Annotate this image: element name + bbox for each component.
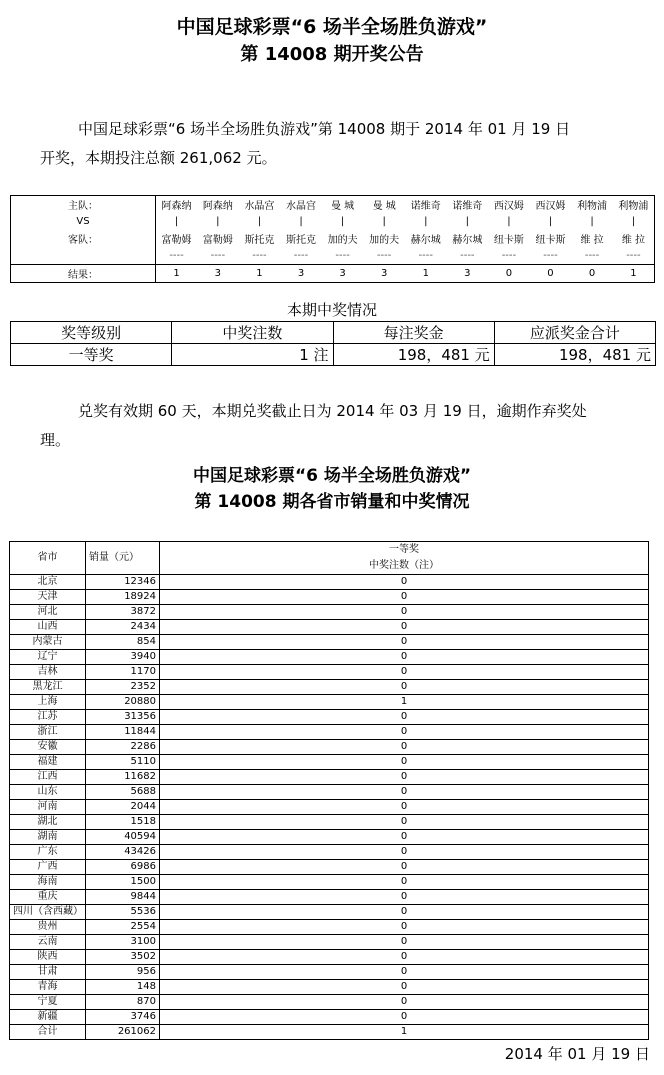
sales-amount: 11844 <box>86 725 160 740</box>
match-home-team: 诺维奇 <box>410 201 441 212</box>
match-result: 3 <box>197 265 239 283</box>
sales-prize-count: 0 <box>160 1010 649 1025</box>
sales-province: 上海 <box>10 695 86 710</box>
match-separator: ---- <box>626 250 641 261</box>
sales-province: 陕西 <box>10 950 86 965</box>
sales-row <box>10 590 649 605</box>
match-table <box>10 195 655 283</box>
sales-row <box>10 725 649 740</box>
intro-line2: 开奖，本期投注总额 261,062 元。 <box>40 149 277 167</box>
match-result: 1 <box>405 265 447 283</box>
sales-province: 湖南 <box>10 830 86 845</box>
announcement-title: 中国足球彩票“6 场半全场胜负游戏” <box>176 16 488 38</box>
sales-row <box>10 605 649 620</box>
sales-subtitle: 第 14008 期各省市销量和中奖情况 <box>194 492 470 512</box>
match-result: 0 <box>488 265 530 283</box>
sales-province: 湖北 <box>10 815 86 830</box>
match-vs-mark: | <box>465 216 470 227</box>
prize-header: 应派奖金合计 <box>494 322 655 344</box>
match-vs-mark: | <box>382 216 386 227</box>
announcement-date: 2014 年 01 月 19 日 <box>504 1045 650 1063</box>
match-home-team: 利物浦 <box>618 201 649 212</box>
match-vs-mark: | <box>590 216 594 227</box>
sales-prize-count: 0 <box>160 590 649 605</box>
match-home-team: 阿森纳 <box>161 201 192 212</box>
announcement-subtitle: 第 14008 期开奖公告 <box>240 44 424 65</box>
sales-prize-count: 0 <box>160 950 649 965</box>
sales-row <box>10 815 649 830</box>
match-separator: ---- <box>210 250 226 261</box>
sales-province: 辽宁 <box>10 650 86 665</box>
prize-header: 奖等级别 <box>11 322 172 344</box>
sales-amount: 2434 <box>86 620 160 635</box>
sales-province: 甘肃 <box>10 965 86 980</box>
sales-prize-count: 0 <box>160 635 649 650</box>
sales-row <box>10 860 649 875</box>
notice-line2: 理。 <box>40 431 71 449</box>
sales-amount: 11682 <box>86 770 160 785</box>
match-separator: ---- <box>169 250 184 261</box>
sales-header-prize-count: 中奖注数（注） <box>160 558 649 575</box>
match-separator: ---- <box>335 250 350 261</box>
match-away-team: 富勒姆 <box>202 235 233 246</box>
prize-caption: 本期中奖情况 <box>286 301 377 319</box>
sales-prize-count: 0 <box>160 770 649 785</box>
sales-amount: 5536 <box>86 905 160 920</box>
match-vs-mark: | <box>340 216 345 227</box>
sales-prize-count: 0 <box>160 920 649 935</box>
prize-cell: 198，481 元 <box>333 344 494 366</box>
sales-province: 广西 <box>10 860 86 875</box>
sales-province: 山东 <box>10 785 86 800</box>
sales-province: 广东 <box>10 845 86 860</box>
match-away-team: 赫尔城 <box>410 235 441 246</box>
sales-province: 山西 <box>10 620 86 635</box>
sales-amount: 18924 <box>86 590 160 605</box>
sales-amount: 3100 <box>86 935 160 950</box>
sales-province: 安徽 <box>10 740 86 755</box>
sales-amount: 43426 <box>86 845 160 860</box>
match-row-res <box>11 265 655 283</box>
match-separator: ---- <box>293 250 309 261</box>
sales-row <box>10 695 649 710</box>
sales-row <box>10 575 649 590</box>
match-home-team: 诺维奇 <box>452 201 483 212</box>
sales-row <box>10 965 649 980</box>
match-row-home <box>11 196 655 214</box>
match-vs-mark: | <box>257 216 262 227</box>
match-label-vs: VS <box>11 213 156 230</box>
prize-row <box>11 344 656 366</box>
sales-row <box>10 845 649 860</box>
sales-row <box>10 1010 649 1025</box>
sales-title: 中国足球彩票“6 场半全场胜负游戏” <box>192 466 472 486</box>
match-label-res: 结果： <box>11 265 156 283</box>
match-result: 0 <box>571 265 613 283</box>
sales-amount: 1518 <box>86 815 160 830</box>
match-away-team: 赫尔城 <box>452 235 483 246</box>
sales-amount: 3746 <box>86 1010 160 1025</box>
prize-cell: 一等奖 <box>11 344 172 366</box>
match-vs-mark: | <box>299 216 303 227</box>
match-row-vs <box>11 213 655 230</box>
match-home-team: 阿森纳 <box>202 201 233 212</box>
sales-row <box>10 650 649 665</box>
sales-prize-count: 0 <box>160 740 649 755</box>
sales-amount: 2286 <box>86 740 160 755</box>
sales-amount: 148 <box>86 980 160 995</box>
sales-row <box>10 740 649 755</box>
match-home-team: 西汉姆 <box>535 201 566 212</box>
intro-paragraph <box>40 115 652 173</box>
match-vs-mark: | <box>548 216 553 227</box>
match-separator: ---- <box>501 250 517 261</box>
sales-province: 天津 <box>10 590 86 605</box>
sales-row <box>10 980 649 995</box>
sales-header-sales: 销量（元） <box>86 542 160 575</box>
sales-prize-count: 1 <box>160 695 649 710</box>
sales-amount: 1500 <box>86 875 160 890</box>
sales-row <box>10 830 649 845</box>
sales-prize-count: 0 <box>160 725 649 740</box>
sales-row <box>10 995 649 1010</box>
match-away-team: 斯托克 <box>286 235 317 246</box>
sales-amount: 9844 <box>86 890 160 905</box>
prize-header: 每注奖金 <box>333 322 494 344</box>
sales-prize-count: 0 <box>160 995 649 1010</box>
match-separator: ---- <box>543 250 558 261</box>
match-result: 1 <box>239 265 281 283</box>
match-result: 1 <box>156 265 198 283</box>
sales-amount: 854 <box>86 635 160 650</box>
sales-prize-count: 0 <box>160 575 649 590</box>
sales-prize-count: 0 <box>160 605 649 620</box>
sales-province: 合计 <box>10 1025 86 1040</box>
sales-prize-count: 0 <box>160 845 649 860</box>
sales-prize-count: 0 <box>160 980 649 995</box>
sales-header-prize-level: 一等奖 <box>160 542 649 559</box>
sales-prize-count: 0 <box>160 965 649 980</box>
sales-amount: 261062 <box>86 1025 160 1040</box>
sales-province: 黑龙江 <box>10 680 86 695</box>
sales-amount: 6986 <box>86 860 160 875</box>
sales-province: 吉林 <box>10 665 86 680</box>
sales-row <box>10 905 649 920</box>
sales-province: 新疆 <box>10 1010 86 1025</box>
sales-header-province: 省市 <box>10 542 86 575</box>
sales-province: 江苏 <box>10 710 86 725</box>
sales-amount: 12346 <box>86 575 160 590</box>
sales-prize-count: 0 <box>160 650 649 665</box>
sales-province: 北京 <box>10 575 86 590</box>
sales-province: 浙江 <box>10 725 86 740</box>
sales-province: 云南 <box>10 935 86 950</box>
match-home-team: 水晶宫 <box>244 201 275 212</box>
match-away-team: 富勒姆 <box>161 235 192 246</box>
sales-prize-count: 1 <box>160 1025 649 1040</box>
match-home-team: 曼 城 <box>331 201 355 212</box>
match-vs-mark: | <box>507 216 511 227</box>
sales-amount: 2044 <box>86 800 160 815</box>
sales-prize-count: 0 <box>160 935 649 950</box>
match-home-team: 曼 城 <box>372 201 396 212</box>
match-separator: ---- <box>376 250 392 261</box>
match-label-sep <box>11 247 156 265</box>
sales-amount: 2554 <box>86 920 160 935</box>
sales-province: 海南 <box>10 875 86 890</box>
sales-prize-count: 0 <box>160 860 649 875</box>
sales-province: 河南 <box>10 800 86 815</box>
sales-province: 江西 <box>10 770 86 785</box>
match-home-team: 水晶宫 <box>286 201 317 212</box>
match-label-home: 主队： <box>11 196 156 214</box>
sales-row <box>10 800 649 815</box>
sales-amount: 20880 <box>86 695 160 710</box>
sales-row <box>10 665 649 680</box>
sales-amount: 31356 <box>86 710 160 725</box>
match-row-away <box>11 230 655 247</box>
sales-amount: 40594 <box>86 830 160 845</box>
match-home-team: 西汉姆 <box>493 201 524 212</box>
match-result: 3 <box>280 265 322 283</box>
sales-amount: 5688 <box>86 785 160 800</box>
sales-amount: 2352 <box>86 680 160 695</box>
match-away-team: 维 拉 <box>621 235 646 246</box>
match-away-team: 纽卡斯 <box>493 235 524 246</box>
match-result: 0 <box>530 265 572 283</box>
sales-amount: 5110 <box>86 755 160 770</box>
match-away-team: 加的夫 <box>327 235 358 246</box>
sales-prize-count: 0 <box>160 755 649 770</box>
match-row-sep <box>11 247 655 265</box>
sales-amount: 870 <box>86 995 160 1010</box>
notice-line1: 兑奖有效期 60 天，本期兑奖截止日为 2014 年 03 月 19 日，逾期作弃奖处 <box>78 402 587 420</box>
match-away-team: 纽卡斯 <box>535 235 566 246</box>
match-separator: ---- <box>418 250 433 261</box>
prize-header: 中奖注数 <box>172 322 333 344</box>
match-vs-mark: | <box>216 216 220 227</box>
sales-province: 宁夏 <box>10 995 86 1010</box>
intro-line1: 中国足球彩票“6 场半全场胜负游戏”第 14008 期于 2014 年 01 月 19 日 <box>78 120 571 138</box>
match-away-team: 斯托克 <box>244 235 275 246</box>
sales-prize-count: 0 <box>160 800 649 815</box>
match-separator: ---- <box>584 250 600 261</box>
sales-prize-count: 0 <box>160 830 649 845</box>
match-result: 1 <box>613 265 655 283</box>
match-label-away: 客队： <box>11 230 156 247</box>
match-vs-mark: | <box>631 216 636 227</box>
sales-row <box>10 770 649 785</box>
match-vs-mark: | <box>174 216 179 227</box>
sales-row <box>10 935 649 950</box>
notice-paragraph <box>40 397 652 455</box>
sales-province: 贵州 <box>10 920 86 935</box>
sales-row <box>10 950 649 965</box>
sales-row <box>10 680 649 695</box>
sales-prize-count: 0 <box>160 710 649 725</box>
match-separator: ---- <box>460 250 475 261</box>
sales-prize-count: 0 <box>160 875 649 890</box>
sales-prize-count: 0 <box>160 665 649 680</box>
sales-amount: 3940 <box>86 650 160 665</box>
sales-prize-count: 0 <box>160 905 649 920</box>
prize-cell: 1 注 <box>172 344 333 366</box>
match-separator: ---- <box>252 250 267 261</box>
sales-row <box>10 710 649 725</box>
sales-row <box>10 785 649 800</box>
sales-amount: 956 <box>86 965 160 980</box>
sales-prize-count: 0 <box>160 620 649 635</box>
match-result: 3 <box>322 265 364 283</box>
match-away-team: 加的夫 <box>369 235 400 246</box>
sales-amount: 3502 <box>86 950 160 965</box>
sales-prize-count: 0 <box>160 815 649 830</box>
sales-prize-count: 0 <box>160 890 649 905</box>
sales-prize-count: 0 <box>160 785 649 800</box>
match-result: 3 <box>363 265 405 283</box>
prize-cell: 198，481 元 <box>494 344 655 366</box>
match-result: 3 <box>447 265 489 283</box>
match-vs-mark: | <box>424 216 428 227</box>
sales-row <box>10 890 649 905</box>
sales-row <box>10 920 649 935</box>
sales-amount: 3872 <box>86 605 160 620</box>
sales-row <box>10 1025 649 1040</box>
sales-province: 四川（含西藏） <box>10 905 86 920</box>
match-away-team: 维 拉 <box>580 235 604 246</box>
sales-table <box>9 541 649 1040</box>
sales-province: 河北 <box>10 605 86 620</box>
sales-row <box>10 620 649 635</box>
sales-province: 福建 <box>10 755 86 770</box>
prize-table <box>10 321 656 366</box>
sales-prize-count: 0 <box>160 680 649 695</box>
sales-province: 内蒙古 <box>10 635 86 650</box>
sales-row <box>10 875 649 890</box>
sales-province: 重庆 <box>10 890 86 905</box>
sales-row <box>10 755 649 770</box>
sales-province: 青海 <box>10 980 86 995</box>
sales-amount: 1170 <box>86 665 160 680</box>
sales-row <box>10 635 649 650</box>
match-home-team: 利物浦 <box>577 201 608 212</box>
